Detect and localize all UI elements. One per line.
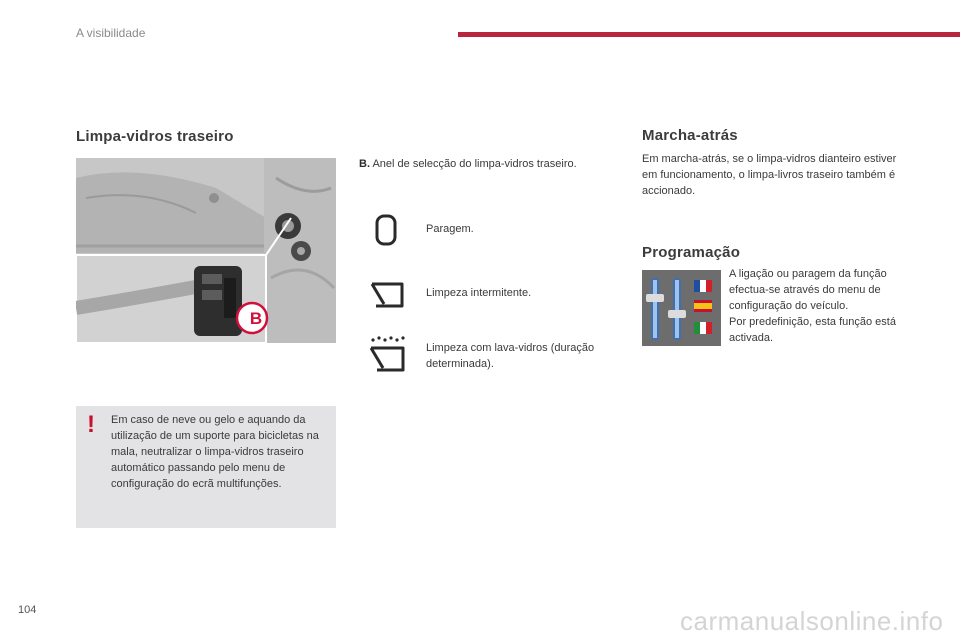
wiper-wash-icon — [367, 336, 407, 381]
watermark: carmanualsonline.info — [680, 606, 944, 636]
ring-label-letter: B. — [359, 158, 370, 170]
reverse-text: Em marcha-atrás, se o limpa-vidros dianteiro estiver em funcionamento, o limpa-livros traseiro também é accionado. — [642, 153, 897, 197]
wiper-intermittent-icon — [368, 280, 406, 315]
wiper-stop-icon — [374, 213, 398, 252]
rear-wiper-heading: Limpa-vidros traseiro — [76, 128, 234, 145]
mode-stop-text: Paragem. — [426, 223, 474, 235]
ring-label-text: Anel de selecção do limpa-vidros traseiro. — [372, 158, 577, 170]
warning-text: Em caso de neve ou gelo e aquando da utilização de um suporte para bicicletas na mala, neutralizar o limpa-vidros traseiro automático passando pelo menu de configuração do ecrã multifunções. — [111, 414, 319, 490]
warning-icon: ! — [87, 411, 95, 438]
programming-text-1: A ligação ou paragem da função efectua-se através do menu de configuração do veículo. — [729, 268, 887, 312]
wiper-stalk-photo — [76, 158, 336, 343]
programming-heading: Programação — [642, 244, 741, 261]
config-menu-image — [642, 270, 721, 346]
ring-label — [359, 156, 577, 172]
photo-badge-b: B — [249, 309, 263, 328]
programming-text-2: Por predefinição, esta função está activada. — [729, 316, 896, 344]
header-accent-bar — [458, 32, 960, 37]
mode-intermittent-text: Limpeza intermitente. — [426, 287, 532, 299]
section-title: A visibilidade — [76, 26, 146, 40]
reverse-heading: Marcha-atrás — [642, 127, 738, 144]
mode-wash-text: Limpeza com lava-vidros (duração determinada). — [426, 342, 595, 370]
page-number: 104 — [18, 604, 37, 616]
programming-text — [729, 266, 899, 346]
